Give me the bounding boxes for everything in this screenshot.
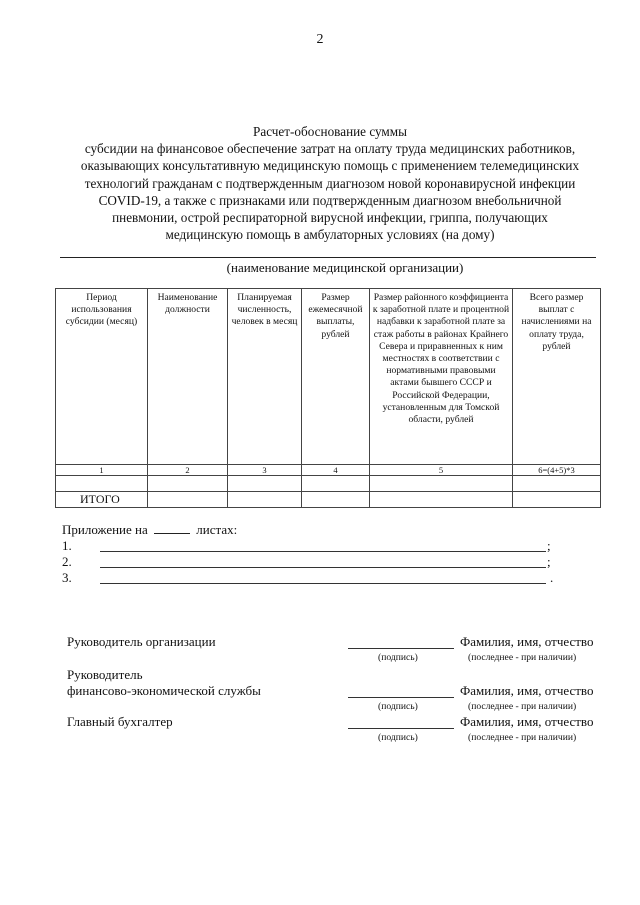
accountant-name-label: Фамилия, имя, отчество [460,714,594,729]
appendix-item [62,570,562,587]
total-row [56,492,601,508]
signature-caption: (подпись) [378,732,418,743]
table-cell[interactable] [513,492,601,508]
signature-caption: (подпись) [378,701,418,712]
appendix-item-field[interactable] [100,567,546,568]
header-period: Период использования субсидии (месяц) [56,289,148,465]
appendix-item-number: 3. [62,570,72,585]
org-name-field[interactable] [60,257,596,258]
title-line: субсидии на финансовое обеспечение затрат на оплату труда медицинских работников, [84,141,576,157]
accountant-signature-label: Главный бухгалтер [67,714,173,729]
signature-caption: (подпись) [378,652,418,663]
accountant-signature-field[interactable] [348,714,454,729]
finance-name-label: Фамилия, имя, отчество [460,683,594,698]
head-signature-field[interactable] [348,634,454,649]
name-caption: (последнее - при наличии) [468,732,577,743]
title-line: медицинскую помощь в амбулаторных условиях (на дому) [165,227,495,243]
title-line: пневмонии, острой респираторной вирусной инфекции, гриппа, получающих [112,210,548,226]
table-row [56,476,601,492]
name-caption: (последнее - при наличии) [468,652,577,663]
subsidy-table [55,288,601,508]
title-line: оказывающих консультативную медицинскую помощь с применением телемедицинских [80,158,580,174]
table-cell[interactable] [302,476,370,492]
column-number: 2 [148,465,228,476]
header-regional-coefficient: Размер районного коэффициента к заработной плате и процентной надбавки к заработной плате за стаж работы в районах Крайнего Севера и приравненных к ним местностях в соответствии с нормативными правовыми актами бывшего СССР и Российской Федерации, установленным для Томской области, рублей [370,289,513,465]
title-line: Расчет-обоснование суммы [253,124,407,139]
appendix-item-field[interactable] [100,551,546,552]
header-headcount: Планируемая численность, человек в месяц [228,289,302,465]
column-number-row [56,465,601,476]
table-cell[interactable] [148,492,228,508]
appendix-item [62,554,562,571]
appendix-line [62,521,237,538]
table-cell[interactable] [370,476,513,492]
header-total: Всего размер выплат с начислениями на оплату труда, рублей [513,289,601,465]
name-caption: (последнее - при наличии) [468,701,577,712]
finance-signature-label-line2: финансово-экономической службы [67,683,261,698]
column-number: 1 [56,465,148,476]
header-monthly-payment: Размер ежемесячной выплаты, рублей [302,289,370,465]
head-signature-label: Руководитель организации [67,634,216,649]
appendix-item-end: ; [547,554,551,569]
table-cell[interactable] [513,476,601,492]
appendix-item-number: 2. [62,554,72,569]
table-cell[interactable] [56,476,148,492]
title-line: COVID-19, а также с признаками или подтвержденным диагнозом внебольничной [98,192,562,208]
table-cell[interactable] [302,492,370,508]
table-cell[interactable] [228,476,302,492]
appendix-item-field[interactable] [100,583,546,584]
column-number: 3 [228,465,302,476]
appendix-suffix: листах: [196,522,238,537]
title-line: технологий гражданам с подтвержденным диагнозом новой коронавирусной инфекции [84,175,576,191]
document-title [60,123,600,243]
finance-signature-field[interactable] [348,683,454,698]
column-number: 4 [302,465,370,476]
org-name-caption: (наименование медицинской организации) [226,260,464,275]
appendix-item-number: 1. [62,538,72,553]
header-position: Наименование должности [148,289,228,465]
finance-signature-label-line1: Руководитель [67,667,143,682]
head-name-label: Фамилия, имя, отчество [460,634,594,649]
appendix-item [62,538,562,555]
appendix-item-end: ; [547,538,551,553]
column-number: 6=(4+5)*3 [513,465,601,476]
page-number: 2 [316,32,324,47]
column-number: 5 [370,465,513,476]
appendix-sheet-count-field[interactable] [154,521,190,534]
table-cell[interactable] [228,492,302,508]
table-cell[interactable] [148,476,228,492]
table-cell[interactable] [370,492,513,508]
appendix-item-end: . [550,570,554,585]
total-label: ИТОГО [56,492,148,508]
appendix-prefix: Приложение на [62,522,148,537]
table-header-row [56,289,601,465]
